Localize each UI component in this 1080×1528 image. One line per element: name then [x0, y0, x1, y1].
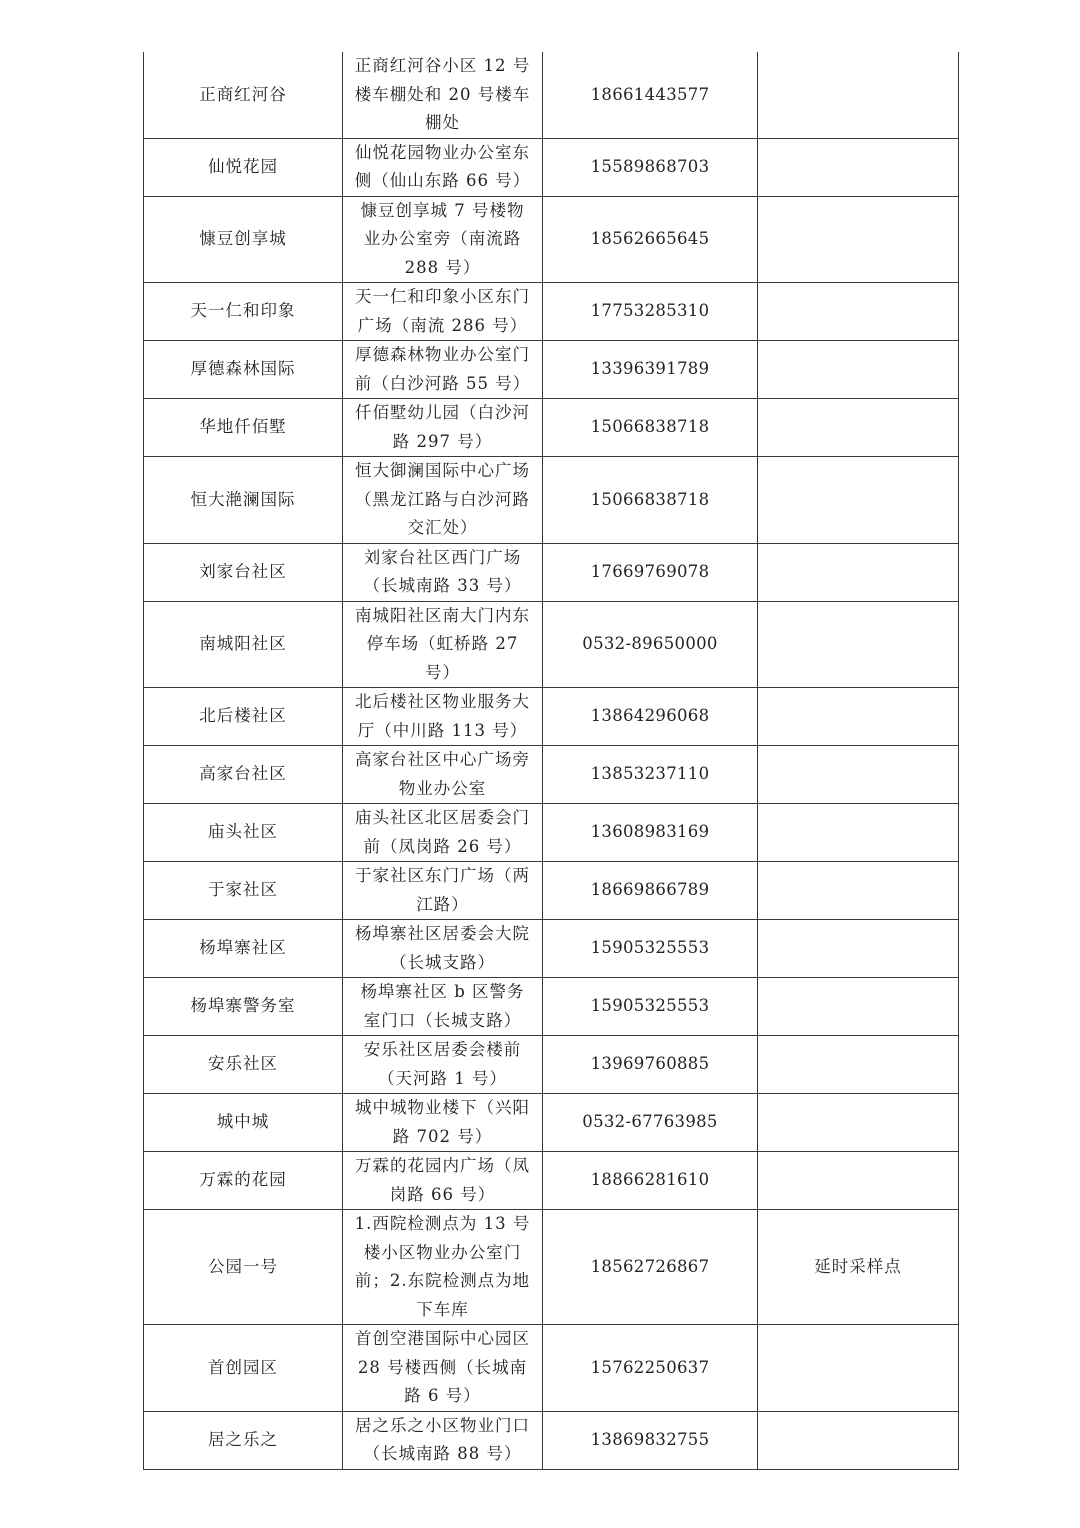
site-address: 于家社区东门广场（两江路） [343, 862, 543, 920]
site-phone: 18866281610 [543, 1152, 758, 1210]
site-name: 北后楼社区 [144, 688, 343, 746]
table-body [144, 52, 959, 1469]
site-phone: 18669866789 [543, 862, 758, 920]
table-row [144, 1152, 959, 1210]
table-row [144, 920, 959, 978]
table-row [144, 543, 959, 601]
site-address: 恒大御澜国际中心广场（黑龙江路与白沙河路交汇处） [343, 457, 543, 544]
table-row [144, 1411, 959, 1469]
site-phone: 17753285310 [543, 283, 758, 341]
site-note [758, 341, 959, 399]
table-row [144, 138, 959, 196]
site-note: 延时采样点 [758, 1210, 959, 1325]
site-name: 安乐社区 [144, 1036, 343, 1094]
site-address: 天一仁和印象小区东门广场（南流 286 号） [343, 283, 543, 341]
table-row [144, 1325, 959, 1412]
site-note [758, 601, 959, 688]
site-address: 厚德森林物业办公室门前（白沙河路 55 号） [343, 341, 543, 399]
site-address: 安乐社区居委会楼前（天河路 1 号） [343, 1036, 543, 1094]
site-name: 首创园区 [144, 1325, 343, 1412]
site-address: 南城阳社区南大门内东停车场（虹桥路 27 号） [343, 601, 543, 688]
site-name: 南城阳社区 [144, 601, 343, 688]
site-note [758, 920, 959, 978]
site-phone: 18661443577 [543, 52, 758, 138]
site-note [758, 283, 959, 341]
site-note [758, 688, 959, 746]
site-address: 1.西院检测点为 13 号楼小区物业办公室门前；2.东院检测点为地下车库 [343, 1210, 543, 1325]
site-phone: 0532-67763985 [543, 1094, 758, 1152]
site-note [758, 196, 959, 283]
site-address: 正商红河谷小区 12 号楼车棚处和 20 号楼车棚处 [343, 52, 543, 138]
site-note [758, 543, 959, 601]
site-address: 杨埠寨社区居委会大院（长城支路） [343, 920, 543, 978]
testing-sites-table-container [143, 52, 958, 1470]
site-note [758, 1036, 959, 1094]
site-name: 仙悦花园 [144, 138, 343, 196]
site-phone: 13853237110 [543, 746, 758, 804]
site-name: 公园一号 [144, 1210, 343, 1325]
site-name: 城中城 [144, 1094, 343, 1152]
site-phone: 18562726867 [543, 1210, 758, 1325]
table-row [144, 862, 959, 920]
table-row [144, 196, 959, 283]
site-name: 杨埠寨警务室 [144, 978, 343, 1036]
table-row [144, 457, 959, 544]
site-phone: 13969760885 [543, 1036, 758, 1094]
site-phone: 13869832755 [543, 1411, 758, 1469]
site-address: 城中城物业楼下（兴阳路 702 号） [343, 1094, 543, 1152]
table-row [144, 341, 959, 399]
site-note [758, 457, 959, 544]
site-name: 恒大滟澜国际 [144, 457, 343, 544]
site-phone: 15905325553 [543, 920, 758, 978]
site-name: 华地仟佰墅 [144, 399, 343, 457]
site-phone: 0532-89650000 [543, 601, 758, 688]
site-address: 北后楼社区物业服务大厅（中川路 113 号） [343, 688, 543, 746]
table-row [144, 1210, 959, 1325]
site-address: 仟佰墅幼儿园（白沙河路 297 号） [343, 399, 543, 457]
site-address: 杨埠寨社区 b 区警务室门口（长城支路） [343, 978, 543, 1036]
site-note [758, 862, 959, 920]
site-address: 刘家台社区西门广场（长城南路 33 号） [343, 543, 543, 601]
site-note [758, 1325, 959, 1412]
site-address: 高家台社区中心广场旁物业办公室 [343, 746, 543, 804]
site-phone: 15589868703 [543, 138, 758, 196]
table-row [144, 746, 959, 804]
site-phone: 17669769078 [543, 543, 758, 601]
site-phone: 15066838718 [543, 399, 758, 457]
site-note [758, 399, 959, 457]
table-row [144, 399, 959, 457]
site-name: 于家社区 [144, 862, 343, 920]
table-row [144, 1094, 959, 1152]
table-row [144, 52, 959, 138]
table-row [144, 283, 959, 341]
site-name: 庙头社区 [144, 804, 343, 862]
site-name: 高家台社区 [144, 746, 343, 804]
site-address: 居之乐之小区物业门口（长城南路 88 号） [343, 1411, 543, 1469]
site-note [758, 1094, 959, 1152]
site-address: 庙头社区北区居委会门前（凤岗路 26 号） [343, 804, 543, 862]
site-name: 慷豆创享城 [144, 196, 343, 283]
site-name: 天一仁和印象 [144, 283, 343, 341]
site-address: 首创空港国际中心园区 28 号楼西侧（长城南路 6 号） [343, 1325, 543, 1412]
site-note [758, 1411, 959, 1469]
site-note [758, 52, 959, 138]
table-row [144, 1036, 959, 1094]
site-phone: 15066838718 [543, 457, 758, 544]
site-address: 万霖的花园内广场（凤岗路 66 号） [343, 1152, 543, 1210]
table-row [144, 804, 959, 862]
site-phone: 13608983169 [543, 804, 758, 862]
site-address: 慷豆创享城 7 号楼物业办公室旁（南流路 288 号） [343, 196, 543, 283]
site-phone: 13396391789 [543, 341, 758, 399]
testing-sites-table [143, 52, 959, 1470]
site-name: 厚德森林国际 [144, 341, 343, 399]
site-name: 刘家台社区 [144, 543, 343, 601]
table-row [144, 601, 959, 688]
site-name: 居之乐之 [144, 1411, 343, 1469]
site-name: 杨埠寨社区 [144, 920, 343, 978]
table-row [144, 978, 959, 1036]
site-note [758, 138, 959, 196]
site-phone: 13864296068 [543, 688, 758, 746]
site-name: 正商红河谷 [144, 52, 343, 138]
site-note [758, 978, 959, 1036]
site-phone: 15905325553 [543, 978, 758, 1036]
site-note [758, 804, 959, 862]
table-row [144, 688, 959, 746]
site-phone: 18562665645 [543, 196, 758, 283]
site-note [758, 746, 959, 804]
site-note [758, 1152, 959, 1210]
site-phone: 15762250637 [543, 1325, 758, 1412]
site-name: 万霖的花园 [144, 1152, 343, 1210]
site-address: 仙悦花园物业办公室东侧（仙山东路 66 号） [343, 138, 543, 196]
